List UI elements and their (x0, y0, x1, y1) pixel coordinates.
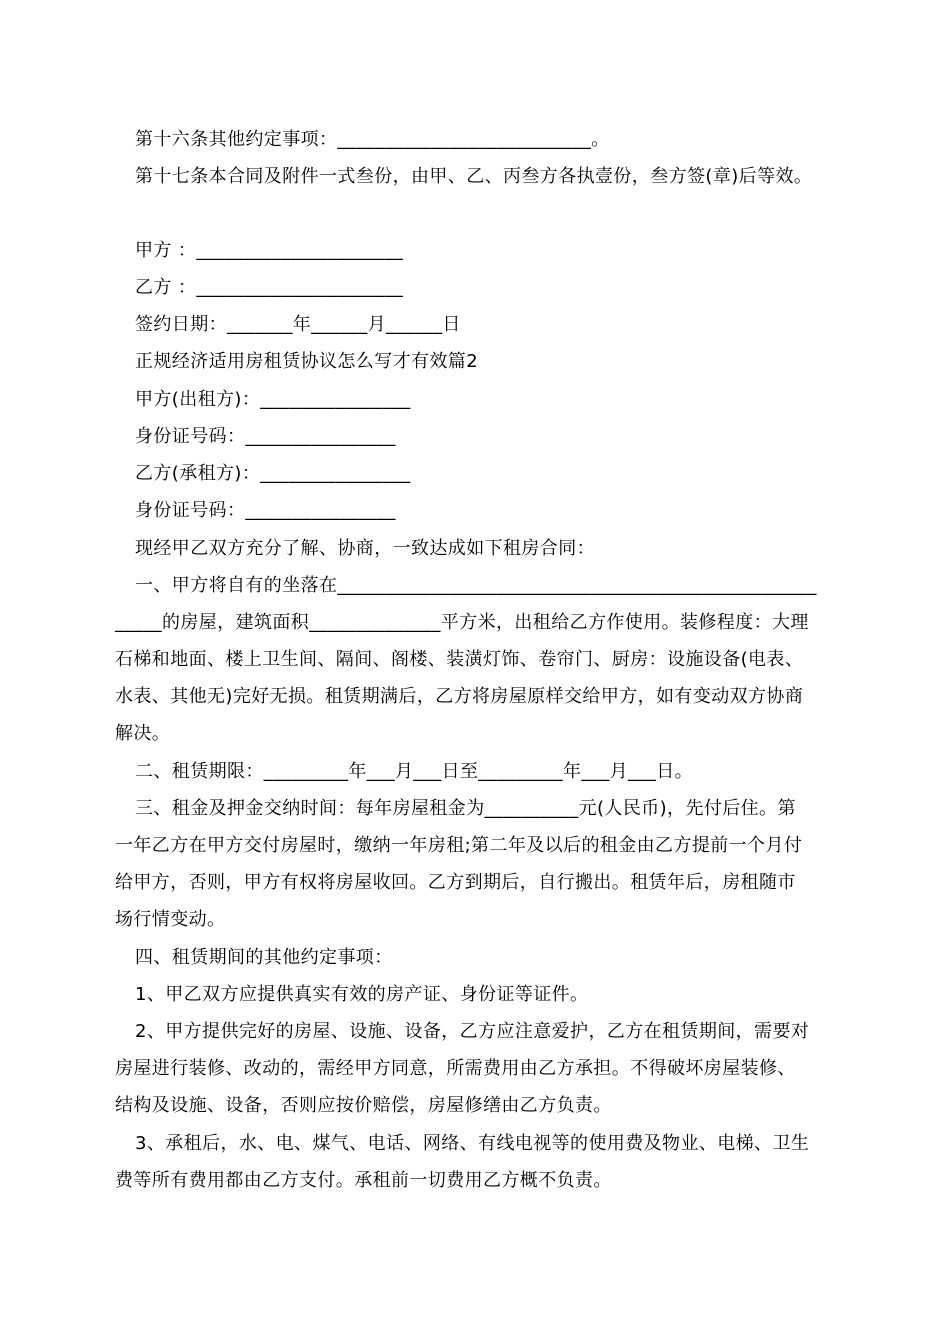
article-3-line-2: 一年乙方在甲方交付房屋时，缴纳一年房租;第二年及以后的租金由乙方提前一个月付 (115, 835, 803, 856)
party-b-signature-line: 乙方 ：______________________ (135, 277, 404, 298)
article-4-item-2-line-2: 房屋进行装修、改动的，需经甲方同意，所需费用由乙方承担。不得破坏房屋装修、 (115, 1058, 796, 1079)
article-3-line-1: 三、租金及押金交纳时间：每年房屋租金为__________元(人民币)，先付后住。第 (135, 798, 796, 819)
article-3-line-3: 给甲方，否则，甲方有权将房屋收回。乙方到期后，自行搬出。租赁年后，房租随市 (115, 872, 796, 893)
article-4-item-3-line-2: 费等所有费用都由乙方支付。承租前一切费用乙方概不负责。 (115, 1170, 612, 1191)
article-4-item-1: 1、甲乙双方应提供真实有效的房产证、身份证等证件。 (135, 984, 589, 1005)
article-1-line-4: 水表、其他无)完好无损。租赁期满后，乙方将房屋原样交给甲方，如有变动双方协商 (115, 686, 804, 707)
lessee-id-line: 身份证号码：________________ (135, 500, 396, 521)
lessor-line: 甲方(出租方)：________________ (135, 389, 411, 410)
article-1-line-2: _____的房屋，建筑面积______________平方米，出租给乙方作使用。装修程度：大理 (115, 612, 809, 633)
signing-date-line: 签约日期：_______年______月______日 (135, 314, 461, 335)
article-1-line-3: 石梯和地面、楼上卫生间、隔间、阁楼、装潢灯饰、卷帘门、厨房：设施设备(电表、 (115, 649, 804, 670)
clause-16: 第十六条其他约定事项：___________________________。 (135, 129, 610, 150)
article-2-line: 二、租赁期限：_________年___月___日至_________年___月___日。 (135, 761, 693, 782)
article-4-heading: 四、租赁期间的其他约定事项： (135, 947, 393, 968)
article-4-item-2-line-1: 2、甲方提供完好的房屋、设施、设备，乙方应注意爱护，乙方在租赁期间，需要对 (135, 1021, 810, 1042)
lessee-line: 乙方(承租方)：________________ (135, 463, 411, 484)
article-3-line-4: 场行情变动。 (115, 909, 226, 930)
lessor-id-line: 身份证号码：________________ (135, 426, 396, 447)
article-4-item-2-line-3: 结构及设施、设备，否则应按价赔偿，房屋修缮由乙方负责。 (115, 1095, 612, 1116)
article-1-line-5: 解决。 (115, 723, 171, 744)
party-a-signature-line: 甲方 ：______________________ (135, 240, 404, 261)
article-4-item-3-line-1: 3、承租后，水、电、煤气、电话、网络、有线电视等的使用费及物业、电梯、卫生 (135, 1133, 810, 1154)
intro-paragraph: 现经甲乙双方充分了解、协商，一致达成如下租房合同： (135, 538, 595, 559)
clause-17: 第十七条本合同及附件一式叁份，由甲、乙、丙叁方各执壹份，叁方签(章)后等效。 (135, 166, 813, 187)
article-1-line-1: 一、甲方将自有的坐落在___________________________________________________ (135, 575, 817, 596)
section-title: 正规经济适用房租赁协议怎么写才有效篇2 (135, 351, 479, 372)
